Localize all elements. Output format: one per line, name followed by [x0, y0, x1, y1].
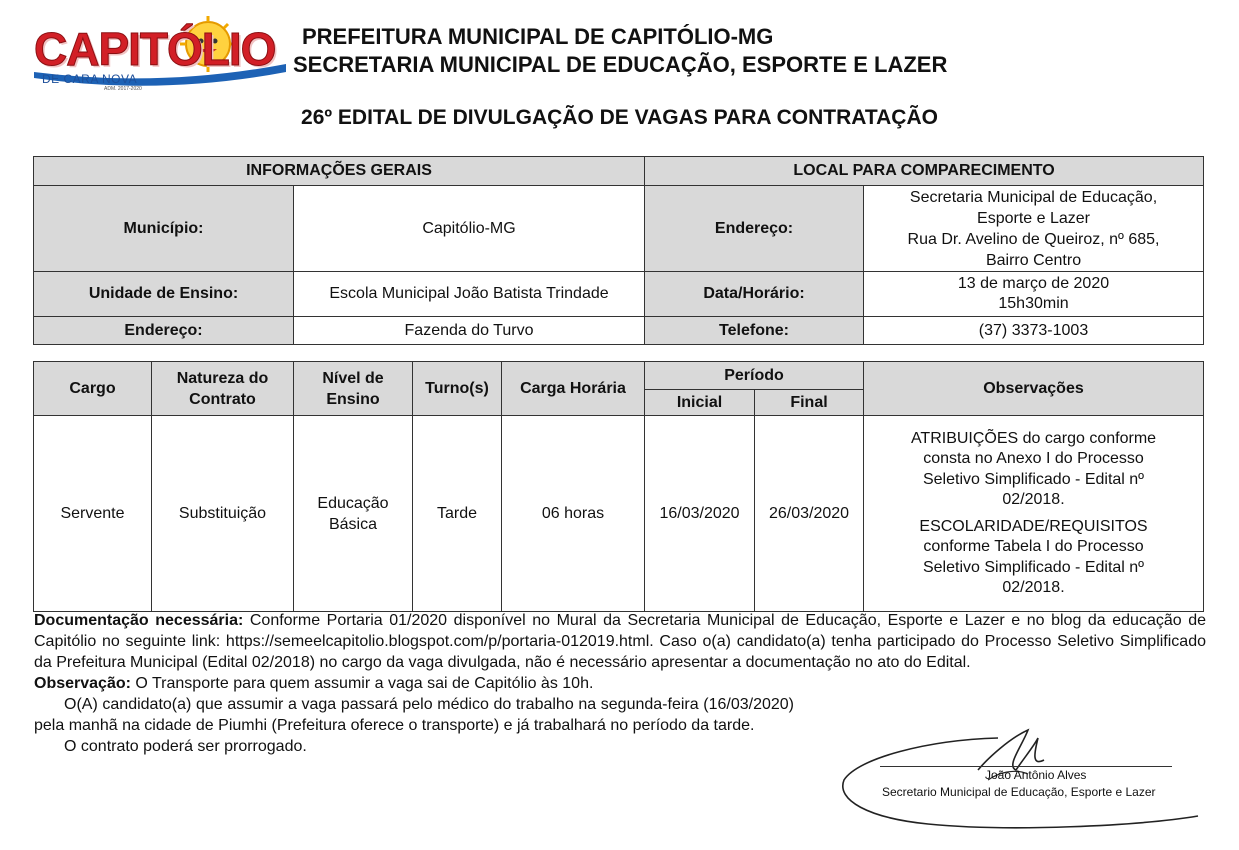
- municipio-value: Capitólio-MG: [294, 186, 645, 272]
- col-header-natureza-line: Contrato: [189, 390, 256, 408]
- secretaria-address: [864, 186, 1204, 272]
- documentation-text: Conforme Portaria 01/2020 disponível no Mural da Secretaria Municipal de Educação, Esporte e Lazer e no blog da educação de Capitólio no seguinte link: https://semeelcapitolio.blogspot.com/p/portaria-012019.html. Caso o(a) candidato(a) tenha participado do Processo Seletivo Simplificado da Prefeitura Municipal (Edital 02/2018) no cargo da vaga divulgada, não é necessário apresentar a documentação no ato do Edital.: [34, 612, 1206, 671]
- general-info-table: [33, 156, 1204, 345]
- obs-line: conforme Tabela I do Processo: [923, 538, 1144, 555]
- cell-nivel-line: Básica: [328, 515, 378, 533]
- phone-value: (37) 3373-1003: [864, 317, 1204, 345]
- col-header-natureza-line: Natureza do: [176, 369, 269, 387]
- obs-line: Seletivo Simplificado - Edital nº: [922, 470, 1145, 488]
- observation-label: Observação:: [34, 675, 131, 692]
- col-header-nivel: [294, 362, 413, 416]
- cell-observacoes: [864, 416, 1204, 612]
- documentation-label: Documentação necessária:: [34, 612, 244, 629]
- address-line: Secretaria Municipal de Educação,: [909, 188, 1158, 206]
- observation-paragraph: [34, 673, 1206, 694]
- school-address-value: Fazenda do Turvo: [294, 317, 645, 345]
- cell-natureza: Substituição: [152, 416, 294, 612]
- cell-cargo: Servente: [34, 416, 152, 612]
- col-header-periodo: Período: [645, 362, 864, 390]
- capitolio-logo: [30, 14, 292, 94]
- col-header-nivel-line: Ensino: [326, 390, 380, 408]
- col-header-nivel-line: Nível de: [322, 369, 384, 387]
- obs-line: 02/2018.: [1002, 579, 1065, 596]
- school-address-label: Endereço:: [34, 317, 294, 345]
- col-header-cargo: Cargo: [34, 362, 152, 416]
- logo-administration-years: ADM. 2017-2020: [104, 86, 142, 92]
- obs-line: consta no Anexo I do Processo: [923, 450, 1144, 467]
- municipio-label: Município:: [34, 186, 294, 272]
- date-line: 13 de março de 2020: [957, 275, 1110, 292]
- address-line: Esporte e Lazer: [977, 209, 1090, 227]
- col-header-final: Final: [755, 390, 864, 416]
- col-header-inicial: Inicial: [645, 390, 755, 416]
- date-time-value: [864, 272, 1204, 317]
- logo-wordmark: CAPITÓLIO: [34, 23, 276, 75]
- cell-carga: 06 horas: [502, 416, 645, 612]
- col-header-turno: Turno(s): [413, 362, 502, 416]
- obs-line: Seletivo Simplificado - Edital nº: [922, 558, 1145, 576]
- date-time-label: Data/Horário:: [645, 272, 864, 317]
- address-line: Bairro Centro: [985, 251, 1082, 269]
- signatory-title: Secretario Municipal de Educação, Esporte e Lazer: [882, 785, 1156, 799]
- header-secretaria: SECRETARIA MUNICIPAL DE EDUCAÇÃO, ESPORTE E LAZER: [293, 52, 948, 77]
- header-prefeitura: PREFEITURA MUNICIPAL DE CAPITÓLIO-MG: [302, 24, 774, 49]
- col-header-carga: Carga Horária: [502, 362, 645, 416]
- address-label: Endereço:: [645, 186, 864, 272]
- obs-line: ESCOLARIDADE/REQUISITOS: [919, 517, 1148, 535]
- table-row: [34, 416, 1204, 612]
- obs-line: ATRIBUIÇÕES do cargo conforme: [910, 429, 1157, 447]
- edital-title: 26º EDITAL DE DIVULGAÇÃO DE VAGAS PARA CONTRATAÇÃO: [301, 106, 938, 129]
- obs-atribuicoes: [868, 429, 1199, 511]
- cell-inicial: 16/03/2020: [645, 416, 755, 612]
- cell-final: 26/03/2020: [755, 416, 864, 612]
- phone-label: Telefone:: [645, 317, 864, 345]
- vacancy-table: [33, 361, 1204, 612]
- cell-nivel-line: Educação: [317, 494, 389, 512]
- obs-escolaridade: [868, 517, 1199, 599]
- signature-line: [880, 766, 1172, 767]
- documentation-paragraph: [34, 610, 1206, 673]
- general-info-heading: INFORMAÇÕES GERAIS: [34, 157, 645, 186]
- signatory-name: João Antônio Alves: [985, 768, 1087, 782]
- unidade-value: Escola Municipal João Batista Trindade: [294, 272, 645, 317]
- cell-nivel: [294, 416, 413, 612]
- observation-text: O Transporte para quem assumir a vaga sai de Capitólio às 10h.: [130, 675, 594, 692]
- logo-tagline: DE CARA NOVA: [42, 72, 138, 86]
- col-header-natureza: [152, 362, 294, 416]
- cell-turno: Tarde: [413, 416, 502, 612]
- unidade-label: Unidade de Ensino:: [34, 272, 294, 317]
- time-line: 15h30min: [998, 295, 1069, 312]
- contract-extension-note: O contrato poderá ser prorrogado.: [64, 738, 307, 755]
- obs-line: 02/2018.: [1002, 491, 1065, 508]
- col-header-observacoes: Observações: [864, 362, 1204, 416]
- location-heading: LOCAL PARA COMPARECIMENTO: [645, 157, 1204, 186]
- medical-exam-paragraph: O(A) candidato(a) que assumir a vaga passará pelo médico do trabalho na segunda-feira (16/03/2020) pela manhã na cidade de Piumhi (Prefeitura oferece o transporte) e já trabalhará no período da tarde.: [34, 696, 794, 734]
- address-line: Rua Dr. Avelino de Queiroz, nº 685,: [907, 230, 1160, 248]
